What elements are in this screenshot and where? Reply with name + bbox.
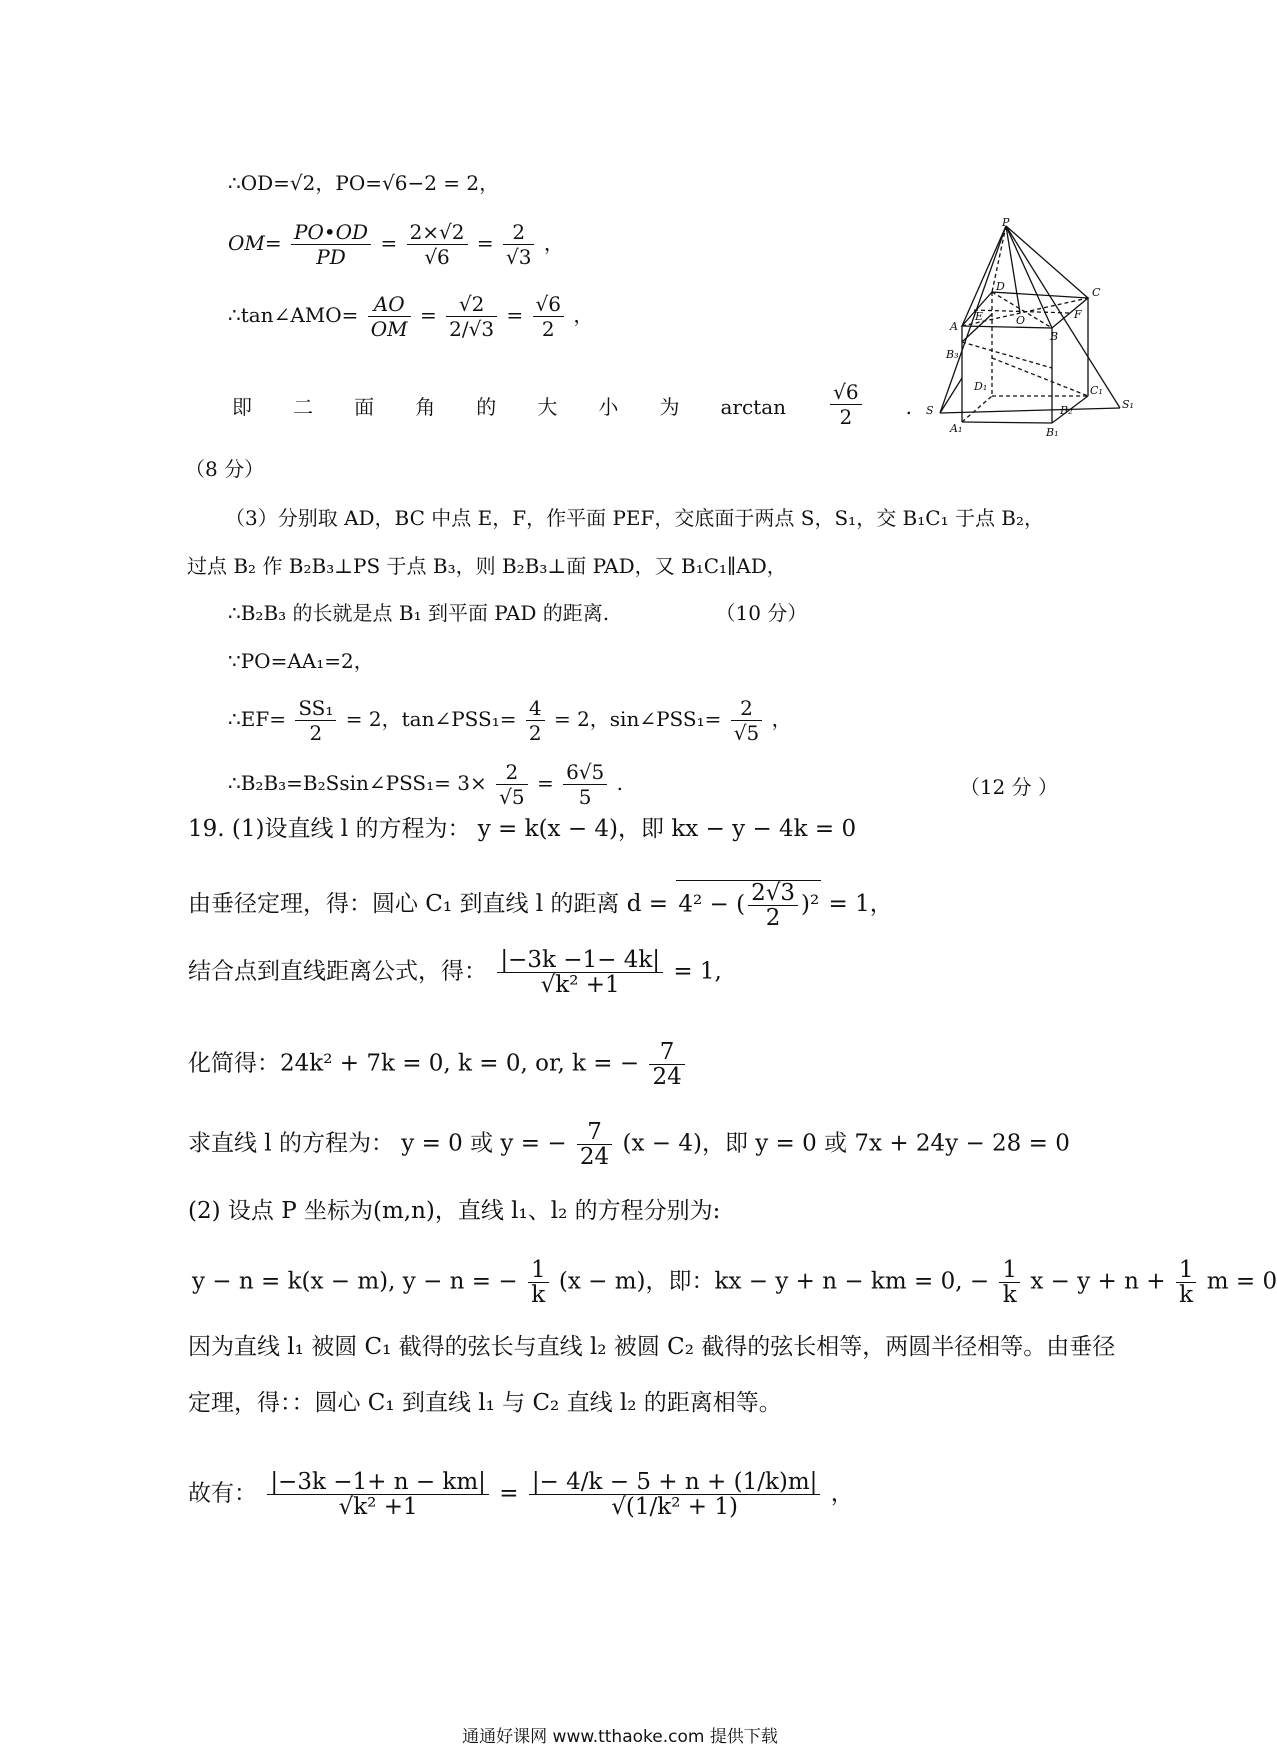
fraction: $\frac{√6}{2}$ [533, 292, 564, 341]
line-om [228, 220, 564, 269]
p19-part2-line4: 定理，得：：圆心 C₁ 到直线 l₁ 与 C₂ 直线 l₂ 的距离相等。 [188, 1390, 782, 1416]
line-tan-amo [228, 292, 593, 341]
char: 大 [537, 395, 558, 419]
eq-a: y − n = k(x − m), y − n = − [192, 1268, 518, 1295]
result: = 1， [828, 891, 893, 917]
fraction: $\frac{6√5}{5}$ [563, 760, 607, 809]
part3-line2: 过点 B₂ 作 B₂B₃⊥PS 于点 B₃，则 B₂B₃⊥面 PAD，又 B₁C₁∥AD， [187, 554, 787, 578]
part3-line3 [228, 600, 807, 626]
p19-part2-line1: (2) 设点 P 坐标为(m,n)，直线 l₁、l₂ 的方程分别为: [188, 1198, 721, 1224]
fraction: $\frac{2}{√3}$ [503, 220, 534, 269]
label-C: C [1092, 286, 1101, 299]
fraction: $\frac{1}{k}$ [528, 1258, 549, 1307]
ef-label: ∴EF= [228, 707, 286, 731]
distance-intro: 由垂径定理，得：圆心 C₁ 到直线 l 的距离 d = [188, 891, 669, 917]
simplify: 化简得：24k² + 7k = 0, k = 0, or, k = − [188, 1050, 640, 1077]
label-A: A [950, 320, 958, 333]
fraction: $\frac{√2}{2/√3}$ [446, 292, 497, 341]
fraction: $\frac{2}{√5}$ [496, 760, 527, 809]
label-B3: B₃ [946, 348, 959, 361]
period: . [905, 395, 912, 419]
equals: = [476, 231, 494, 255]
part3-line5 [228, 696, 792, 745]
squared: )² [801, 891, 820, 918]
fraction: $\frac{PO•OD}{PD}$ [291, 220, 371, 269]
eq-b: (x − m)，即：kx − y + n − km = 0, − [558, 1268, 990, 1295]
part3-line1: （3）分别取 AD，BC 中点 E，F，作平面 PEF，交底面于两点 S，S₁，交 B₁C₁ 于点 B₂， [225, 506, 1045, 530]
label-B1: B₁ [1046, 426, 1059, 439]
equals: = [420, 303, 437, 327]
fraction: $\frac{2\times√2}{√6}$ [407, 220, 468, 269]
arctan: arctan [720, 395, 787, 419]
result: = 1, [673, 958, 722, 985]
period: . [616, 771, 623, 795]
equals: = [536, 771, 554, 795]
label-A1: A₁ [950, 422, 963, 435]
char: 的 [476, 395, 497, 419]
om-label: OM= [228, 231, 282, 255]
footer: 通通好课网 www.tthaoke.com 提供下载 [462, 1727, 778, 1747]
line-dihedral-angle [232, 380, 912, 429]
p19-part2-line3: 因为直线 l₁ 被圆 C₁ 截得的弦长与直线 l₂ 被圆 C₂ 截得的弦长相等，两圆半径相等。由垂径 [188, 1334, 1116, 1360]
tan-label: ∴tan∠AMO= [228, 303, 359, 327]
comma: ， [543, 231, 564, 255]
p19-line5 [188, 1120, 1070, 1169]
char: 小 [598, 395, 619, 419]
comma: ， [573, 303, 594, 327]
p19-part2-line5 [188, 1470, 854, 1519]
b2b3-expr: ∴B₂B₃=B₂Ssin∠PSS₁= 3× [228, 771, 487, 795]
fraction: $\frac{1}{k}$ [1176, 1258, 1197, 1307]
label-B: B [1050, 330, 1059, 343]
fraction: $\frac{2√3}{2}$ [748, 881, 798, 930]
equals: = [380, 231, 398, 255]
score-8: （8 分） [185, 457, 265, 481]
char: 为 [659, 395, 680, 419]
label-C1: C₁ [1090, 384, 1103, 397]
label-D: D [996, 280, 1005, 293]
p19-line3 [188, 948, 722, 997]
fraction: $\frac{AO}{OM}$ [368, 292, 411, 341]
therefore: 故有： [188, 1480, 257, 1507]
char: 即 [232, 395, 252, 419]
comma: ， [771, 707, 792, 731]
comma: ， [830, 1480, 854, 1507]
fraction: $\frac{7}{24}$ [649, 1040, 684, 1089]
fraction: $\frac{|-3k -1+ n - km|}{\text{√k² +1}}$ [267, 1470, 489, 1519]
char: 面 [354, 395, 375, 419]
label-B2: B₂ [1060, 404, 1073, 417]
fraction: $\frac{|- 4/k - 5 + n + (1/k)m|}{\text{√(1/k² + 1)}}$ [529, 1470, 821, 1519]
label-E: E [975, 310, 984, 323]
sqrt-inner: 4² − ( [678, 891, 746, 918]
line-eq-result: (x − 4)，即 y = 0 或 7x + 24y − 28 = 0 [622, 1130, 1070, 1157]
sqrt-expr [676, 880, 821, 930]
fraction: $\frac{2}{√5}$ [731, 696, 762, 745]
label-P: P [1002, 216, 1010, 229]
line-eq-intro: 求直线 l 的方程为： y = 0 或 y = − [188, 1130, 567, 1157]
label-S: S [926, 404, 934, 417]
fraction: $\frac{7}{24}$ [577, 1120, 612, 1169]
score-12: （12 分 ） [959, 775, 1058, 799]
label-F: F [1074, 308, 1082, 321]
fraction: $\frac{√6}{2}$ [830, 380, 861, 429]
label-O: O [1016, 314, 1026, 327]
part3-line4: ∵PO=AA₁=2， [228, 649, 374, 673]
label-D1: D₁ [974, 380, 988, 393]
fraction: $\frac{|-3k -1- 4k|}{\text{√k² +1}}$ [497, 948, 663, 997]
p19-line2 [188, 880, 893, 930]
line-od-po: ∴OD=√2，PO=√6−2 = 2， [228, 171, 500, 195]
distance-statement: ∴B₂B₃ 的长就是点 B₁ 到平面 PAD 的距离. [228, 601, 610, 625]
p19-line1: 19. (1)设直线 l 的方程为： y = k(x − 4)，即 kx − y − 4k = 0 [188, 816, 857, 842]
tan-expr: = 2，tan∠PSS₁= [345, 707, 517, 731]
p19-part2-line2 [192, 1258, 1277, 1307]
score-10: （10 分） [715, 601, 808, 625]
eq-d: m = 0 [1206, 1268, 1277, 1295]
equals: = [499, 1480, 519, 1507]
p19-line4 [188, 1040, 688, 1089]
eq-c: x − y + n + [1030, 1268, 1166, 1295]
equals: = [506, 303, 524, 327]
fraction: $\frac{1}{k}$ [999, 1258, 1020, 1307]
formula-intro: 结合点到直线距离公式，得： [188, 958, 487, 985]
sin-expr: = 2，sin∠PSS₁= [553, 707, 722, 731]
pyramid-prism-figure [920, 218, 1140, 448]
char: 角 [415, 395, 436, 419]
part3-line6 [228, 760, 1058, 809]
fraction: $\frac{\text{SS₁}}{2}$ [295, 696, 336, 745]
label-S1: S₁ [1122, 398, 1134, 411]
char: 二 [293, 395, 314, 419]
fraction: $\frac{4}{2}$ [526, 696, 545, 745]
